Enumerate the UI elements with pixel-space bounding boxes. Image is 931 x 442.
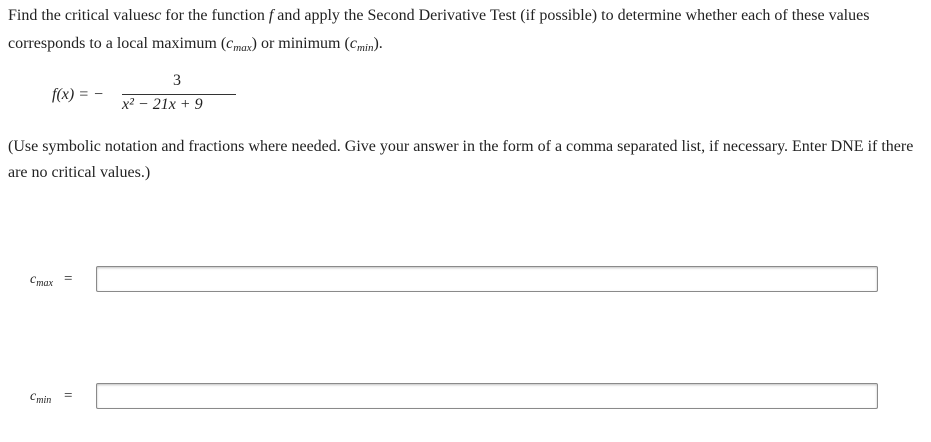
cmax-row bbox=[0, 264, 931, 298]
question-part-2: for the function bbox=[161, 7, 269, 24]
cmax-input[interactable] bbox=[96, 266, 878, 292]
cmin-sub: min bbox=[356, 42, 374, 54]
question-marker bbox=[0, 2, 3, 20]
question-part-3: and apply the Second Derivative Test (if possible) to determine whether each of these values corresponds to a local maximum ( bbox=[8, 7, 870, 52]
cmin-label-var: c bbox=[30, 389, 37, 404]
question-part-4: ) or minimum ( bbox=[251, 35, 350, 52]
cmax-label-sub: max bbox=[36, 278, 53, 289]
cmin-c: c bbox=[349, 35, 357, 52]
question-part-1: Find the critical values bbox=[8, 7, 155, 24]
cmax-label-var: c bbox=[30, 272, 37, 287]
cmax-c: c bbox=[226, 35, 234, 52]
question-text bbox=[8, 2, 928, 62]
f-symbol: f bbox=[268, 7, 274, 24]
question-part-5: ). bbox=[373, 35, 383, 52]
c-symbol: c bbox=[154, 7, 162, 24]
fraction-bar bbox=[122, 94, 236, 95]
cmin-input[interactable] bbox=[96, 383, 878, 409]
instructions: (Use symbolic notation and fractions where needed. Give your answer in the form of a comma separated list, if necessary. Enter DNE if there are no critical values.) bbox=[8, 138, 914, 181]
cmax-sub: max bbox=[233, 42, 252, 54]
fraction-numerator: 3 bbox=[173, 72, 181, 89]
cmin-label-sub: min bbox=[36, 395, 52, 406]
fraction-denominator: x² − 21x + 9 bbox=[122, 96, 203, 113]
function-lhs: f(x) = − bbox=[52, 86, 104, 103]
cmax-equals: = bbox=[64, 271, 73, 287]
cmin-row bbox=[0, 381, 931, 415]
cmin-equals: = bbox=[64, 388, 73, 404]
cmax-label bbox=[30, 272, 53, 289]
cmin-label bbox=[30, 389, 51, 406]
